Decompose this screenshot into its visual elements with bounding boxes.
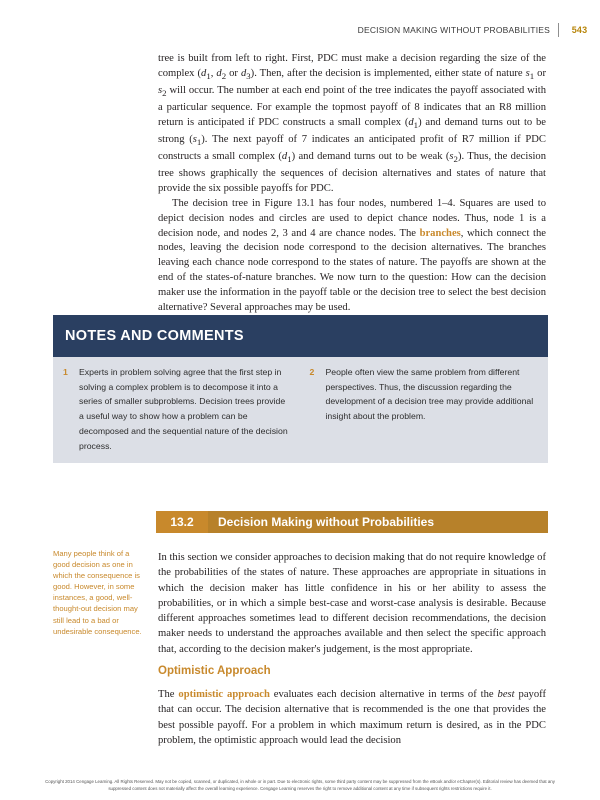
emphasis-best: best: [497, 689, 515, 700]
note-item: [63, 365, 292, 453]
text-run: The: [158, 689, 179, 700]
section-intro-paragraph: In this section we consider approaches to decision making that do not require knowledge of the probabilities of the states of nature. These approaches are appropriate in situations in which the decision maker has little confidence in his or her ability to assess the probabilities, or in which a simple best-case and worst-case analysis is desirable. Because different approaches sometimes lead to different decision recommendations, the decision maker needs to understand the approaches available and then select the specific approach that, according to the decision maker's judgement, is the most appropriate.: [158, 552, 546, 655]
var-s1: s: [192, 133, 197, 145]
notes-and-comments-box: [53, 315, 548, 463]
subscript: 1: [529, 71, 535, 82]
var-s2: s: [449, 150, 454, 162]
section-bar-spacer: [53, 511, 156, 533]
body-paragraphs: [158, 52, 546, 316]
paragraph-1: [158, 52, 546, 197]
optimistic-text: [158, 687, 546, 748]
page-number: 543: [571, 25, 588, 35]
var-d2: d: [216, 67, 222, 79]
text-run: ). The next payoff of 7 indicates an anticipated profit of R7 million if PDC constructs a small complex (: [158, 133, 546, 162]
subscript: 1: [206, 71, 211, 82]
subheading-optimistic-approach: Optimistic Approach: [158, 665, 271, 677]
text-run: or: [534, 67, 547, 79]
notes-columns: [63, 365, 538, 453]
text-run: tree is built from left to right. First, PDC must make a decision regarding the size of the complex (: [158, 53, 546, 79]
subscript: 1: [196, 136, 202, 147]
section-intro: [158, 550, 546, 657]
optimistic-paragraph: [158, 687, 546, 748]
note-text: Experts in problem solving agree that the first step in solving a complex problem is to decompose it into a series of smaller subproblems. Decision trees provide a useful way to show how a problem can be decomposed and the sequential nature of the decision process.: [79, 367, 288, 451]
text-run: ). Then, after the decision is implemented, either state of nature: [250, 67, 526, 79]
copyright-footer: Copyright 2014 Cengage Learning. All Rights Reserved. May not be copied, scanned, or duplicated, in whole or in part. Due to electronic rights, some third party content may be suppressed from the eBook and/or eChapter(s). Editorial review has deemed that any suppressed content does not materially affect the overall learning experience. Cengage Learning reserves the right to remove additional content at any time if subsequent rights restrictions require it.: [45, 779, 555, 791]
note-number: 2: [309, 367, 315, 377]
section-title: Decision Making without Probabilities: [208, 511, 548, 533]
var-s1: s: [525, 67, 530, 79]
var-d1: d: [201, 67, 207, 79]
paragraph-2: [158, 197, 546, 316]
text-run: or: [226, 67, 241, 79]
section-heading-bar: [53, 511, 548, 533]
text-run: payoff that can occur. The decision alternative that is recommended is the one that provides the best possible payoff. For a problem in which maximum return is desired, as in the PDC problem, the optimistic approach would lead the decision: [158, 689, 547, 746]
subscript: 3: [246, 71, 251, 82]
running-head: [358, 22, 600, 38]
subscript: 1: [413, 119, 419, 130]
note-number: 1: [63, 367, 68, 377]
var-d1: d: [281, 150, 288, 162]
note-text: People often view the same problem from different perspectives. Thus, the discussion regarding the development of a decision tree may provide additional insight about the problem.: [325, 367, 534, 422]
notes-title: NOTES AND COMMENTS: [53, 315, 548, 357]
keyword-optimistic-approach: optimistic approach: [178, 689, 270, 700]
subscript: 2: [453, 153, 458, 164]
var-d3: d: [240, 67, 247, 79]
subscript: 1: [287, 153, 292, 164]
section-number: 13.2: [156, 511, 208, 533]
text-run: ) and demand turns out to be strong (: [158, 116, 546, 145]
subscript: 2: [162, 88, 167, 99]
margin-note: Many people think of a good decision as one in which the consequence is good. However, in some instances, a good, well-thought-out decision may still lead to a bad or undesirable consequence.: [53, 549, 142, 636]
text-run: The decision tree in Figure 13.1 has four nodes, numbered 1–4. Squares are used to depict decision nodes and circles are used to depict chance nodes. Thus, node 1 is a decision node, and nodes 2, 3 and 4 are chance nodes. The: [158, 197, 546, 239]
subscript: 2: [221, 71, 227, 82]
text-run: ). Thus, the decision tree shows graphically the sequences of decision alternatives and states of nature that provide the six possible payoffs for PDC.: [158, 150, 546, 194]
keyword-branches: branches: [419, 227, 461, 239]
var-s2: s: [158, 84, 163, 96]
text-run: will occur. The number at each end point of the tree indicates the payoff associated with a particular sequence. For example the topmost payoff of 8 indicates that an R8 million return is anticipated if PDC constructs a small complex (: [158, 84, 546, 128]
text-run: evaluates each decision alternative in terms of the: [269, 689, 498, 700]
note-item: [310, 365, 539, 453]
text-run: , which connect the nodes, leaving the decision node correspond to the decision alternatives. The branches leaving each chance node correspond to the states of nature. The payoffs are shown at the end of the states-of-nature branches. We now turn to the question: How can the decision maker use the information in the payoff table or the decision tree to select the best decision alternative? Several approaches may be used.: [158, 227, 546, 314]
var-d1: d: [408, 116, 414, 128]
running-title: DECISION MAKING WITHOUT PROBABILITIES: [357, 25, 550, 35]
text-run: ,: [210, 67, 217, 79]
text-run: ) and demand turns out to be weak (: [291, 150, 450, 162]
